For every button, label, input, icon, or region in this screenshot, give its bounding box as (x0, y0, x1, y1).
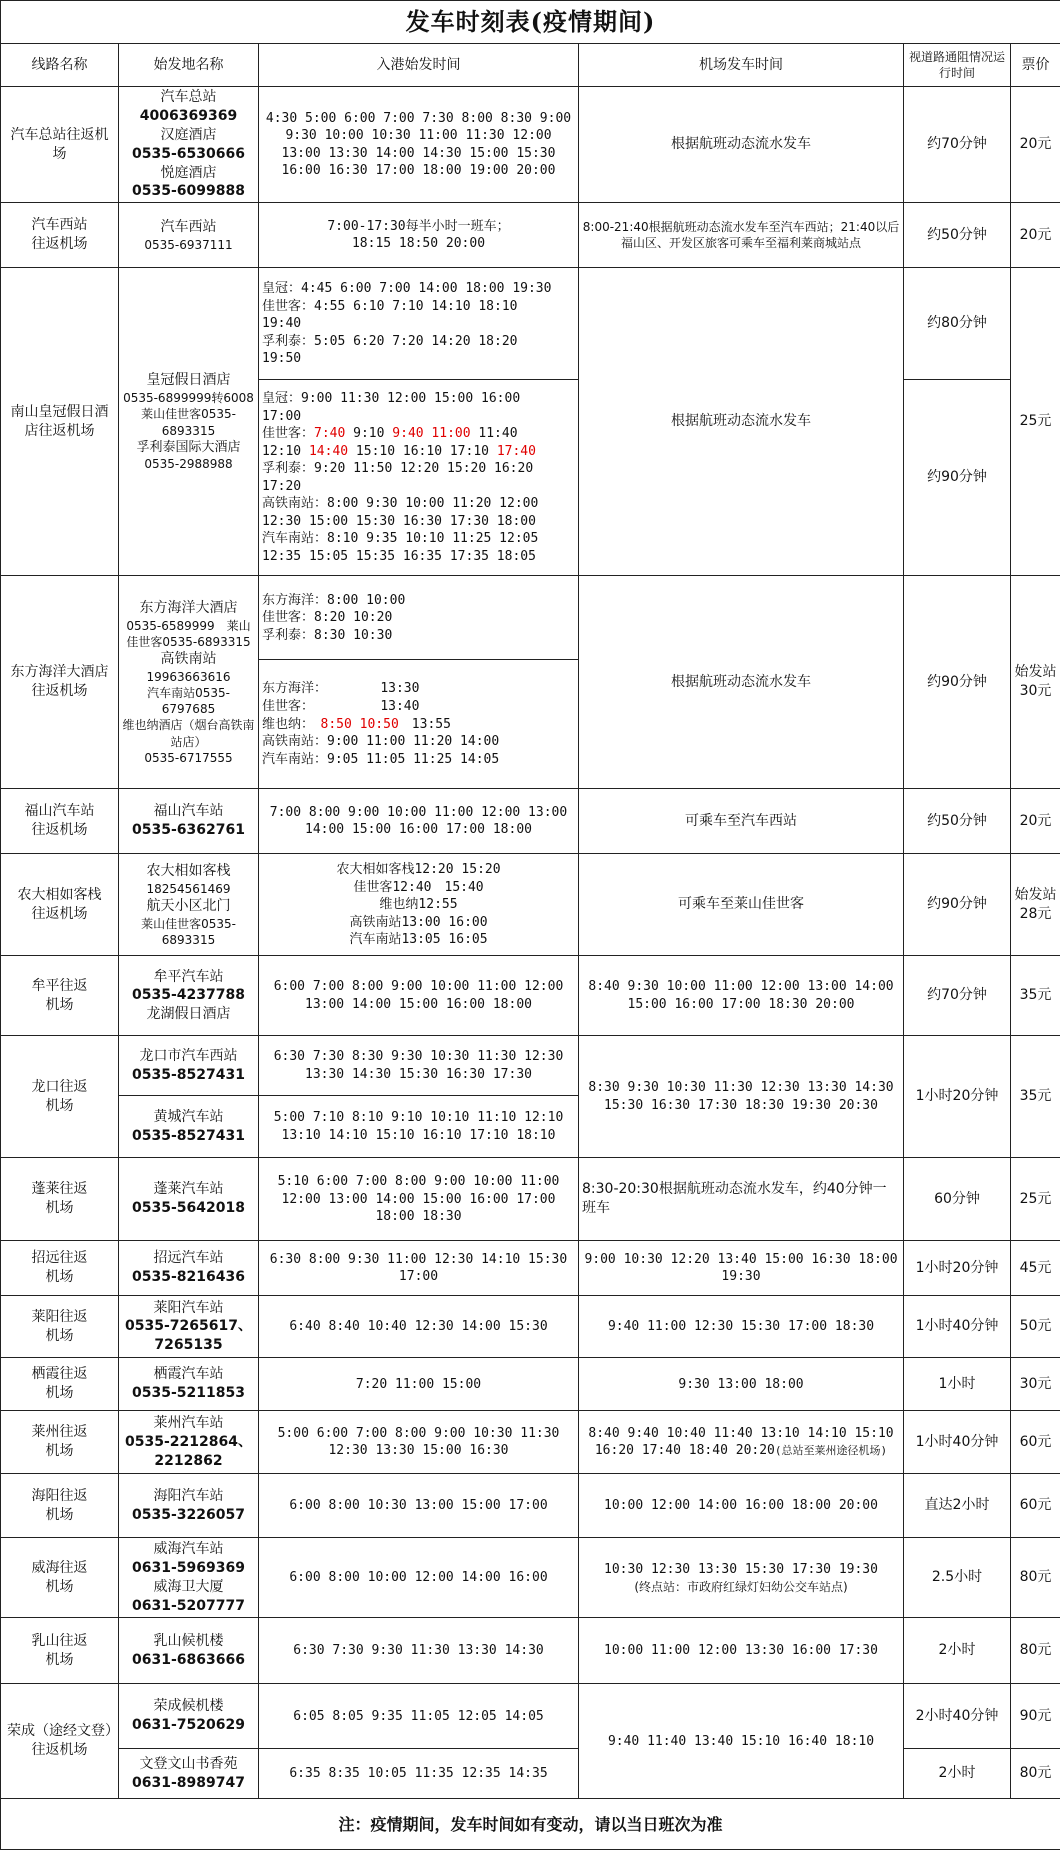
origin-phone: 0535-2988988 (122, 456, 255, 472)
route-name (1, 1474, 119, 1538)
time-line: 佳世客： 13:40 (262, 698, 575, 716)
route-line: 机场 (4, 1327, 115, 1346)
header-origin: 始发地名称 (119, 44, 259, 87)
page-title: 发车时刻表(疫情期间) (1, 1, 1060, 44)
origin-line: 龙口市汽车西站 (122, 1047, 255, 1066)
time-text: 13:55 (399, 717, 451, 732)
duration: 2小时40分钟 (904, 1684, 1011, 1749)
origin-phone: 19963663616 (122, 669, 255, 685)
origin-phone: 18254561469 (122, 881, 255, 897)
origin-phone: 4006369369 (122, 107, 255, 126)
airport-times: 9:40 11:40 13:40 15:10 16:40 18:10 (579, 1684, 904, 1799)
origin-line: 0535-6589999 莱山佳世客0535-6893315 (122, 618, 255, 650)
time-line: 6:30 7:30 8:30 9:30 10:30 11:30 12:30 (262, 1048, 575, 1066)
origin-line: 文登文山书香苑 (122, 1755, 255, 1774)
origin-cell (119, 1158, 259, 1241)
origin-line: 皇冠假日酒店 (122, 371, 255, 390)
origin-phone: 0631-8989747 (122, 1774, 255, 1793)
origin-line: 福山汽车站 (122, 802, 255, 821)
table-row (1, 1358, 1060, 1411)
fare: 50元 (1011, 1296, 1060, 1358)
origin-cell (119, 1538, 259, 1618)
inbound-times (259, 380, 579, 576)
origin-phone: 0631-5969369 (122, 1559, 255, 1578)
time-line: 孚利泰：8:30 10:30 (262, 627, 575, 645)
origin-line: 汽车南站0535-6797685 (122, 685, 255, 717)
origin-phone: 0535-5642018 (122, 1199, 255, 1218)
duration: 约70分钟 (904, 956, 1011, 1036)
time-line: 17:20 (262, 478, 575, 496)
time-line: 农大相如客栈12:20 15:20 (262, 861, 575, 879)
origin-line: 威海汽车站 (122, 1540, 255, 1559)
origin-phone: 0535-6717555 (122, 750, 255, 766)
route-name (1, 1296, 119, 1358)
time-text: 9:10 (345, 426, 392, 441)
time-line: 孚利泰：9:20 11:50 12:20 15:20 16:20 (262, 460, 575, 478)
header-inbound: 入港始发时间 (259, 44, 579, 87)
time-line: 13:00 14:00 15:00 16:00 18:00 (262, 996, 575, 1014)
route-line: 农大相如客栈 (4, 886, 115, 905)
fare: 25元 (1011, 1158, 1060, 1241)
airport-times (579, 1538, 904, 1618)
airport-times (579, 1241, 904, 1296)
route-name: 东方海洋大酒店往返机场 (1, 576, 119, 789)
duration: 约50分钟 (904, 203, 1011, 268)
origin-phone: 0535-5211853 (122, 1384, 255, 1403)
time-line: 孚利泰：5:05 6:20 7:20 14:20 18:20 (262, 333, 575, 351)
origin-phone: 0535-8527431 (122, 1066, 255, 1085)
route-line: 机场 (4, 1578, 115, 1597)
origin-line: 汽车总站 (122, 88, 255, 107)
origin-cell (119, 576, 259, 789)
route-name (1, 1538, 119, 1618)
origin-phone: 0535-6530666 (122, 145, 255, 164)
origin-phone: 0535-6099888 (122, 182, 255, 201)
duration: 约70分钟 (904, 87, 1011, 203)
time-line: 19:50 (262, 350, 575, 368)
time-text: 维也纳： (262, 717, 321, 732)
airport-times (579, 1036, 904, 1158)
time-line: 19:40 (262, 315, 575, 333)
airport-times: 9:40 11:00 12:30 15:30 17:00 18:30 (579, 1296, 904, 1358)
route-line: 蓬莱往返 (4, 1180, 115, 1199)
table-row (1, 1411, 1060, 1474)
fare: 45元 (1011, 1241, 1060, 1296)
airport-times: 根据航班动态流水发车 (579, 576, 904, 789)
time-line: 16:00 16:30 17:00 18:00 19:00 20:00 (262, 162, 575, 180)
inbound-times: 6:35 8:35 10:05 11:35 12:35 14:35 (259, 1749, 579, 1799)
time-line: 汽车南站：9:05 11:05 11:25 14:05 (262, 751, 575, 769)
time-line: 5:00 7:10 8:10 9:10 10:10 11:10 12:10 (262, 1109, 575, 1127)
time-line: 高铁南站13:00 16:00 (262, 914, 575, 932)
table-row (1, 576, 1060, 660)
origin-phone: 0535-6899999转6008 (122, 390, 255, 406)
route-name (1, 1241, 119, 1296)
origin-cell (119, 1749, 259, 1799)
table-row (1, 789, 1060, 854)
origin-cell (119, 854, 259, 956)
time-line: 17:00 (262, 1268, 575, 1286)
table-row (1, 1036, 1060, 1096)
time-line: 8:40 9:40 10:40 11:40 13:10 14:10 15:10 (582, 1425, 900, 1443)
origin-cell (119, 1411, 259, 1474)
route-line: 机场 (4, 1651, 115, 1670)
inbound-times: 6:00 8:00 10:30 13:00 15:00 17:00 (259, 1474, 579, 1538)
time-line: 9:00 10:30 12:20 13:40 15:00 16:30 18:00 (582, 1251, 900, 1269)
inbound-times (259, 1036, 579, 1096)
origin-phone: 2212862 (122, 1452, 255, 1471)
time-line: 18:00 18:30 (262, 1208, 575, 1226)
header-airport: 机场发车时间 (579, 44, 904, 87)
route-line: 莱阳往返 (4, 1308, 115, 1327)
route-name: 汽车总站往返机场 (1, 87, 119, 203)
highlight-time: 8:50 10:50 (321, 717, 399, 732)
time-line: 7:00-17:30每半小时一班车； (262, 218, 575, 236)
time-line: 5:10 6:00 7:00 8:00 9:00 10:00 11:00 (262, 1173, 575, 1191)
route-line: 威海往返 (4, 1559, 115, 1578)
time-line: 17:00 (262, 408, 575, 426)
airport-times: 可乘车至莱山佳世客 (579, 854, 904, 956)
origin-phone: 0631-7520629 (122, 1716, 255, 1735)
route-line: 机场 (4, 1442, 115, 1461)
time-line: 13:30 14:30 15:30 16:30 17:30 (262, 1066, 575, 1084)
fare: 35元 (1011, 956, 1060, 1036)
duration: 约90分钟 (904, 854, 1011, 956)
origin-line: 黄城汽车站 (122, 1108, 255, 1127)
airport-times (579, 1411, 904, 1474)
time-line: 6:30 8:00 9:30 11:00 12:30 14:10 15:30 (262, 1251, 575, 1269)
origin-line: 威海卫大厦 (122, 1578, 255, 1597)
route-name: 南山皇冠假日酒店往返机场 (1, 268, 119, 576)
time-line: 8:30 9:30 10:30 11:30 12:30 13:30 14:30 (582, 1079, 900, 1097)
table-row (1, 1538, 1060, 1618)
origin-cell (119, 268, 259, 576)
inbound-times (259, 203, 579, 268)
fare: 90元 (1011, 1684, 1060, 1749)
origin-cell (119, 1296, 259, 1358)
route-name (1, 203, 119, 268)
inbound-times (259, 1411, 579, 1474)
route-line: 牟平往返 (4, 977, 115, 996)
origin-phone: 0535-3226057 (122, 1506, 255, 1525)
table-row (1, 1684, 1060, 1749)
inbound-times (259, 956, 579, 1036)
table-row (1, 87, 1060, 203)
duration: 2小时 (904, 1749, 1011, 1799)
route-line: 机场 (4, 1097, 115, 1116)
highlight-time: 7:40 (314, 426, 345, 441)
route-line: 机场 (4, 1268, 115, 1287)
inbound-times (259, 660, 579, 789)
route-line: 乳山往返 (4, 1632, 115, 1651)
duration: 直达2小时 (904, 1474, 1011, 1538)
time-line: 12:35 15:05 15:35 16:35 17:35 18:05 (262, 548, 575, 566)
origin-line: 维也纳酒店（烟台高铁南站店） (122, 717, 255, 749)
duration: 1小时20分钟 (904, 1241, 1011, 1296)
route-line: 机场 (4, 1384, 115, 1403)
origin-line: 莱州汽车站 (122, 1414, 255, 1433)
origin-cell (119, 203, 259, 268)
origin-line: 孚利泰国际大酒店 (122, 439, 255, 457)
table-row (1, 268, 1060, 380)
fare: 20元 (1011, 203, 1060, 268)
origin-cell (119, 1618, 259, 1684)
time-line: 9:30 10:00 10:30 11:00 11:30 12:00 (262, 127, 575, 145)
route-line: 海阳往返 (4, 1487, 115, 1506)
origin-line: 乳山候机楼 (122, 1632, 255, 1651)
fare: 60元 (1011, 1411, 1060, 1474)
duration: 约90分钟 (904, 576, 1011, 789)
route-name: 荣成（途经文登）往返机场 (1, 1684, 119, 1799)
time-line: 汽车南站：8:10 9:35 10:10 11:25 12:05 (262, 530, 575, 548)
time-line: 高铁南站：9:00 11:00 11:20 14:00 (262, 733, 575, 751)
origin-line: 汽车西站 (122, 218, 255, 237)
time-text: 12:10 (262, 444, 309, 459)
route-name (1, 956, 119, 1036)
inbound-times (259, 268, 579, 380)
duration: 1小时20分钟 (904, 1036, 1011, 1158)
header-duration: 视道路通阻情况运行时间 (904, 44, 1011, 87)
origin-cell (119, 789, 259, 854)
origin-line: 栖霞汽车站 (122, 1365, 255, 1384)
route-line: 往返机场 (4, 821, 115, 840)
route-name (1, 1158, 119, 1241)
time-line (582, 1442, 900, 1460)
origin-cell (119, 1684, 259, 1749)
airport-times: 10:00 11:00 12:00 13:30 16:00 17:30 (579, 1618, 904, 1684)
time-line: 东方海洋： 13:30 (262, 680, 575, 698)
origin-phone: 0535-7265617、 (122, 1317, 255, 1336)
time-line: 5:00 6:00 7:00 8:00 9:00 10:30 11:30 (262, 1425, 575, 1443)
time-line: 10:30 12:30 13:30 15:30 17:30 19:30 (582, 1561, 900, 1579)
origin-cell (119, 87, 259, 203)
time-line (262, 425, 575, 443)
time-line: 13:00 13:30 14:00 14:30 15:00 15:30 (262, 145, 575, 163)
inbound-times (259, 789, 579, 854)
airport-times: 8:30-20:30根据航班动态流水发车，约40分钟一班车 (579, 1158, 904, 1241)
table-row (1, 956, 1060, 1036)
route-line: 福山汽车站 (4, 802, 115, 821)
route-name (1, 1618, 119, 1684)
time-line: 东方海洋：8:00 10:00 (262, 592, 575, 610)
time-line: 皇冠：9:00 11:30 12:00 15:00 16:00 (262, 390, 575, 408)
route-line: 莱州往返 (4, 1423, 115, 1442)
time-line: 13:10 14:10 15:10 16:10 17:10 18:10 (262, 1127, 575, 1145)
header-row (1, 44, 1060, 87)
fare: 25元 (1011, 268, 1060, 576)
origin-line: 航天小区北门 (122, 897, 255, 916)
time-line: 12:00 13:00 14:00 15:00 16:00 17:00 (262, 1191, 575, 1209)
origin-phone: 0631-6863666 (122, 1651, 255, 1670)
inbound-times: 6:00 8:00 10:00 12:00 14:00 16:00 (259, 1538, 579, 1618)
inbound-times (259, 87, 579, 203)
duration: 1小时40分钟 (904, 1411, 1011, 1474)
time-line (262, 443, 575, 461)
time-line: 高铁南站：8:00 9:30 10:00 11:20 12:00 (262, 495, 575, 513)
time-text: 11:40 (471, 426, 518, 441)
origin-phone: 0535-8527431 (122, 1127, 255, 1146)
time-line: 15:30 16:30 17:30 18:30 19:30 20:30 (582, 1097, 900, 1115)
header-fare: 票价 (1011, 44, 1060, 87)
origin-phone: 0535-2212864、 (122, 1433, 255, 1452)
time-line: 14:00 15:00 16:00 17:00 18:00 (262, 821, 575, 839)
inbound-times (259, 854, 579, 956)
route-name (1, 789, 119, 854)
time-line: 佳世客12:40 15:40 (262, 879, 575, 897)
duration: 约80分钟 (904, 268, 1011, 380)
duration: 2.5小时 (904, 1538, 1011, 1618)
route-line: 栖霞往返 (4, 1365, 115, 1384)
origin-line: 牟平汽车站 (122, 968, 255, 987)
origin-line: 莱阳汽车站 (122, 1299, 255, 1318)
table-row (1, 1474, 1060, 1538)
fare: 20元 (1011, 87, 1060, 203)
origin-phone: 0535-4237788 (122, 986, 255, 1005)
origin-cell (119, 1241, 259, 1296)
airport-note: (总站至莱州途径机场) (775, 1444, 887, 1457)
inbound-times (259, 1158, 579, 1241)
duration: 60分钟 (904, 1158, 1011, 1241)
origin-cell (119, 1036, 259, 1096)
table-row (1, 1158, 1060, 1241)
table-row (1, 1296, 1060, 1358)
time-line: 佳世客：8:20 10:20 (262, 609, 575, 627)
route-name (1, 1411, 119, 1474)
time-line: 7:00 8:00 9:00 10:00 11:00 12:00 13:00 (262, 804, 575, 822)
origin-line: 莱山佳世客0535-6893315 (122, 406, 255, 438)
origin-cell (119, 956, 259, 1036)
highlight-time: 17:40 (497, 444, 536, 459)
origin-phone: 0631-5207777 (122, 1597, 255, 1616)
fare: 60元 (1011, 1474, 1060, 1538)
fare: 始发站28元 (1011, 854, 1060, 956)
origin-cell (119, 1096, 259, 1158)
time-line: 18:15 18:50 20:00 (262, 235, 575, 253)
time-line: 19:30 (582, 1268, 900, 1286)
time-line (262, 716, 575, 734)
route-name (1, 854, 119, 956)
origin-phone: 0535-8216436 (122, 1268, 255, 1287)
time-line: 8:40 9:30 10:00 11:00 12:00 13:00 14:00 (582, 978, 900, 996)
route-line: 机场 (4, 1506, 115, 1525)
airport-times: 10:00 12:00 14:00 16:00 18:00 20:00 (579, 1474, 904, 1538)
fare: 35元 (1011, 1036, 1060, 1158)
origin-cell (119, 1474, 259, 1538)
origin-line: 蓬莱汽车站 (122, 1180, 255, 1199)
fare: 80元 (1011, 1749, 1060, 1799)
origin-cell (119, 1358, 259, 1411)
route-line: 往返机场 (4, 235, 115, 254)
time-line: 佳世客：4:55 6:10 7:10 14:10 18:10 (262, 298, 575, 316)
origin-line: 悦庭酒店 (122, 164, 255, 183)
origin-line: 龙湖假日酒店 (122, 1005, 255, 1024)
duration: 约90分钟 (904, 380, 1011, 576)
table-row (1, 854, 1060, 956)
inbound-times (259, 576, 579, 660)
inbound-times (259, 1096, 579, 1158)
fare: 始发站30元 (1011, 576, 1060, 789)
time-line: 12:30 15:00 15:30 16:30 17:30 18:00 (262, 513, 575, 531)
fare: 20元 (1011, 789, 1060, 854)
fare: 80元 (1011, 1538, 1060, 1618)
origin-line: 海阳汽车站 (122, 1487, 255, 1506)
inbound-times: 6:30 7:30 9:30 11:30 13:30 14:30 (259, 1618, 579, 1684)
table-row (1, 1241, 1060, 1296)
duration: 1小时40分钟 (904, 1296, 1011, 1358)
origin-phone: 0535-6937111 (122, 237, 255, 253)
time-line: 12:30 13:30 15:00 16:30 (262, 1442, 575, 1460)
origin-line: 东方海洋大酒店 (122, 599, 255, 618)
route-line: 龙口往返 (4, 1078, 115, 1097)
airport-times: 可乘车至汽车西站 (579, 789, 904, 854)
time-text: 佳世客： (262, 426, 314, 441)
fare: 30元 (1011, 1358, 1060, 1411)
time-line: 4:30 5:00 6:00 7:00 7:30 8:00 8:30 9:00 (262, 110, 575, 128)
origin-phone: 7265135 (122, 1336, 255, 1355)
route-name (1, 1358, 119, 1411)
origin-phone: 0535-6362761 (122, 821, 255, 840)
airport-times (579, 956, 904, 1036)
highlight-time: 14:40 (309, 444, 348, 459)
time-line: 6:00 7:00 8:00 9:00 10:00 11:00 12:00 (262, 978, 575, 996)
header-route: 线路名称 (1, 44, 119, 87)
airport-times: 根据航班动态流水发车 (579, 87, 904, 203)
duration: 2小时 (904, 1618, 1011, 1684)
table-row (1, 1618, 1060, 1684)
duration: 约50分钟 (904, 789, 1011, 854)
airport-times: 9:30 13:00 18:00 (579, 1358, 904, 1411)
route-line: 往返机场 (4, 905, 115, 924)
time-line: 汽车南站13:05 16:05 (262, 931, 575, 949)
time-line: 皇冠：4:45 6:00 7:00 14:00 18:00 19:30 (262, 280, 575, 298)
route-line: 机场 (4, 1199, 115, 1218)
origin-line: 莱山佳世客0535-6893315 (122, 916, 255, 948)
origin-line: 招远汽车站 (122, 1249, 255, 1268)
route-name (1, 1036, 119, 1158)
route-line: 汽车西站 (4, 216, 115, 235)
inbound-times: 6:05 8:05 9:35 11:05 12:05 14:05 (259, 1684, 579, 1749)
origin-line: 农大相如客栈 (122, 862, 255, 881)
inbound-times (259, 1241, 579, 1296)
origin-line: 高铁南站 (122, 650, 255, 669)
time-text: 16:20 17:40 18:40 20:20 (595, 1443, 775, 1458)
time-text: 15:10 16:10 17:10 (348, 444, 497, 459)
time-line: 维也纳12:55 (262, 896, 575, 914)
route-line: 招远往返 (4, 1249, 115, 1268)
table-row (1, 203, 1060, 268)
airport-note: (终点站：市政府红绿灯妇幼公交车站点) (582, 1579, 900, 1595)
highlight-time: 9:40 11:00 (392, 426, 470, 441)
inbound-times: 6:40 8:40 10:40 12:30 14:00 15:30 (259, 1296, 579, 1358)
airport-times: 8:00-21:40根据航班动态流水发车至汽车西站；21:40以后福山区、开发区旅客可乘车至福利莱商城站点 (579, 203, 904, 268)
footer-note: 注：疫情期间，发车时间如有变动，请以当日班次为准 (1, 1799, 1060, 1850)
duration: 1小时 (904, 1358, 1011, 1411)
fare: 80元 (1011, 1618, 1060, 1684)
origin-line: 荣成候机楼 (122, 1697, 255, 1716)
origin-line: 汉庭酒店 (122, 126, 255, 145)
time-line: 15:00 16:00 17:00 18:30 20:00 (582, 996, 900, 1014)
route-line: 机场 (4, 996, 115, 1015)
airport-times: 根据航班动态流水发车 (579, 268, 904, 576)
inbound-times: 7:20 11:00 15:00 (259, 1358, 579, 1411)
